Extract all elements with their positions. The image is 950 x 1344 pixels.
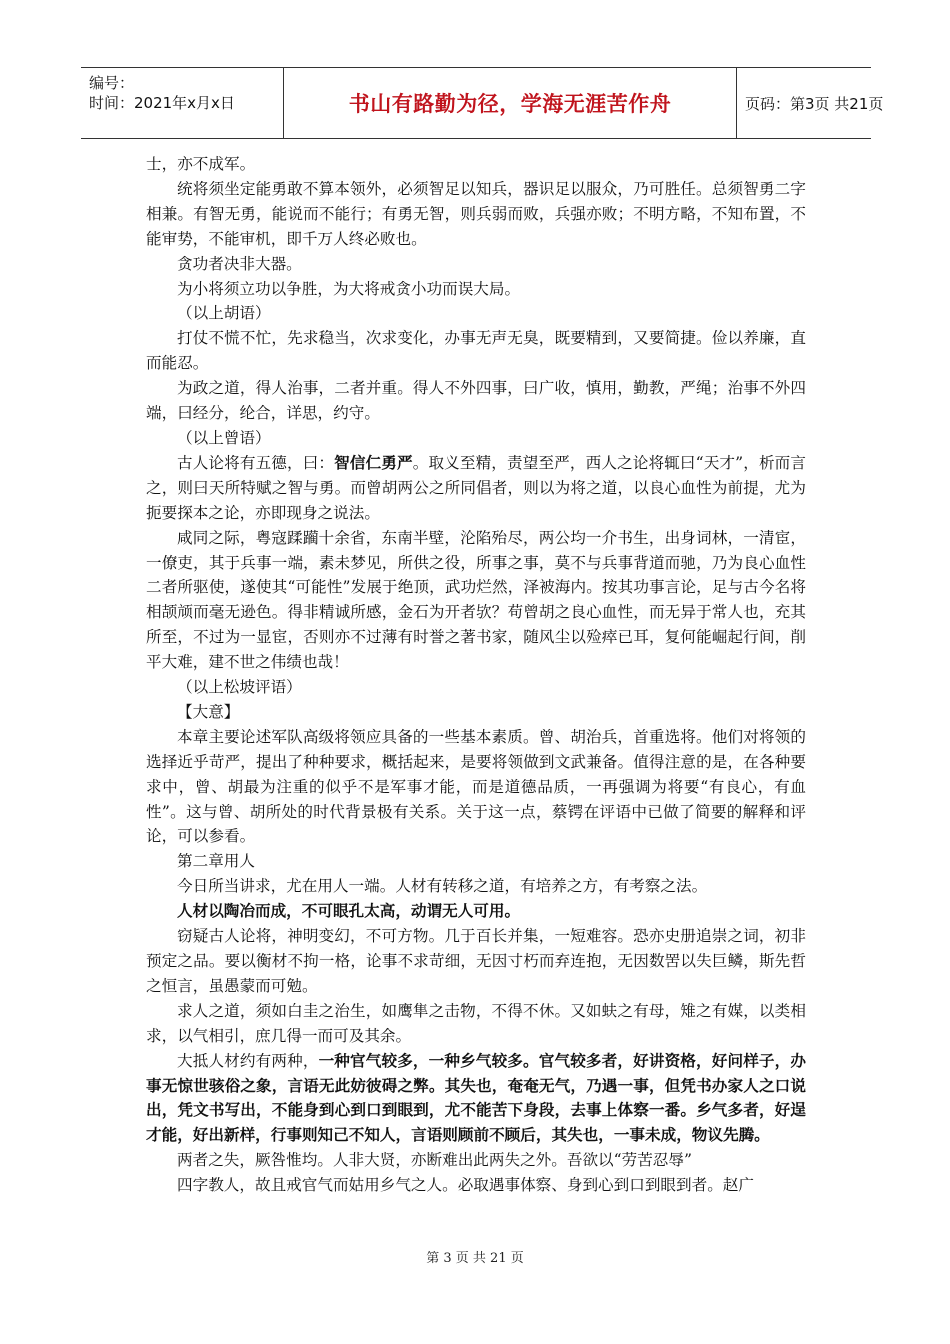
paragraph: （以上松坡评语） bbox=[177, 678, 302, 697]
paragraph: 为政之道，得人治事，二者并重。得人不外四事，曰广收，慎用，勤教，严绳；治事不外四端，曰经分，纶合，详思，约守。 bbox=[146, 379, 806, 423]
paragraph bbox=[146, 451, 806, 526]
bold-text-span: 智信仁勇严 bbox=[334, 452, 413, 472]
paragraph: 四字教人，故且戒官气而姑用乡气之人。必取遇事体察、身到心到口到眼到者。赵广 bbox=[177, 1176, 754, 1195]
paragraph: 两者之失，厥咎惟均。人非大贤，亦断难出此两失之外。吾欲以“劳苦忍辱” bbox=[177, 1151, 692, 1170]
text-span: 。取义至精，责望至严，西人之论将辄曰“天才”，析而言之，则曰天所特赋之智与勇。而曾胡两公之所同倡者，则以为将之道，以良心血性为前提，尤为扼要探本之论，亦即现身之说法。 bbox=[146, 453, 806, 522]
paragraph: 第二章用人 bbox=[177, 852, 255, 871]
paragraph: （以上胡语） bbox=[177, 304, 271, 323]
time-label: 时间：2021年x月x日 bbox=[89, 94, 235, 112]
paragraph: 【大意】 bbox=[177, 702, 240, 721]
paragraph: 窃疑古人论将，神明变幻，不可方物。几于百长并集，一短难容。恐亦史册追崇之词，初非预定之品。要以衡材不拘一格，论事不求苛细，无因寸朽而弃连抱，无因数罟以失巨鳞，斯先哲之恒言，虽愚蒙而可勉。 bbox=[146, 927, 806, 995]
paragraph: 求人之道，须如白圭之治生，如鹰隼之击物，不得不休。又如蚨之有母，雉之有媒，以类相求，以气相引，庶几得一而可及其余。 bbox=[146, 1001, 806, 1045]
page-header bbox=[81, 67, 884, 139]
paragraph bbox=[146, 1049, 806, 1149]
paragraph: 统将须坐定能勇敢不算本领外，必须智足以知兵，器识足以服众，乃可胜任。总须智勇二字相兼。有智无勇，能说而不能行；有勇无智，则兵弱而败，兵强亦败；不明方略，不知布置，不能审势，不能审机，即千万人终必败也。 bbox=[146, 179, 806, 248]
bold-text-span: 一种官气较多，一种乡气较多。官气较多者，好讲资格，好问样子，办事无惊世骇俗之象，言语无此妨彼碍之弊。其失也，奄奄无气，乃遇一事，但凭书办家人之口说出，凭文书写出，不能身到心到口到眼到，尤不能苦下身段，去事上体察一番。乡气多者，好逞才能，好出新样，行事则知己不知人，言语则顾前不顾后，其失也，一事未成，物议先腾。 bbox=[146, 1050, 806, 1145]
document-body bbox=[146, 152, 806, 1198]
paragraph: 士，亦不成军。 bbox=[146, 155, 256, 173]
paragraph: （以上曾语） bbox=[177, 428, 271, 447]
paragraph: 本章主要论述军队高级将领应具备的一些基本素质。曾、胡治兵，首重选将。他们对将领的选择近乎苛严，提出了种种要求，概括起来，是要将领做到文武兼备。值得注意的是，在各种要求中，曾、胡最为注重的似乎不是军事才能，而是道德品质，一再强调为将要“有良心，有血性”。这与曾、胡所处的时代背景极有关系。关于这一点，蔡锷在评语中已做了简要的解释和评论，可以参看。 bbox=[146, 727, 806, 846]
paragraph: 今日所当讲求，尤在用人一端。人材有转移之道，有培养之方，有考察之法。 bbox=[177, 877, 708, 896]
text-span: 大抵人材约有两种， bbox=[177, 1051, 319, 1070]
text-span: 古人论将有五德，曰： bbox=[177, 453, 335, 472]
paragraph: 咸同之际，粤寇蹂躏十余省，东南半壁，沦陷殆尽，两公均一介书生，出身词林，一清宦，一僚吏，其于兵事一端，素未梦见，所供之役，所事之事，莫不与兵事背道而驰，乃为良心血性二者所驱使，遂使其“可能性”发展于绝顶，武功烂然，泽被海内。按其功事言论，足与古今名将相颉颃而毫无逊色。得非精诚所感，金石为开者欤？苟曾胡之良心血性，而无异于常人也，充其所至，不过为一显宦，否则亦不过薄有时誉之著书家，随风尘以殓瘁已耳，复何能崛起行间，削平大难，建不世之伟绩也哉！ bbox=[146, 528, 806, 672]
header-meta-cell bbox=[81, 68, 284, 138]
paragraph: 人材以陶冶而成，不可眼孔太高，动谓无人可用。 bbox=[177, 901, 521, 921]
header-motto: 书山有路勤为径，学海无涯苦作舟 bbox=[284, 68, 737, 138]
number-label: 编号： bbox=[89, 74, 135, 92]
paragraph: 打仗不慌不忙，先求稳当，次求变化，办事无声无臭，既要精到，又要简捷。俭以养廉，直而能忍。 bbox=[146, 329, 806, 373]
header-page-info: 页码：第3页 共21页 bbox=[745, 94, 884, 113]
page-footer: 第 3 页 共 21 页 bbox=[426, 1251, 524, 1266]
paragraph: 贪功者决非大器。 bbox=[177, 254, 302, 273]
paragraph: 为小将须立功以争胜，为大将戒贪小功而误大局。 bbox=[177, 279, 521, 298]
